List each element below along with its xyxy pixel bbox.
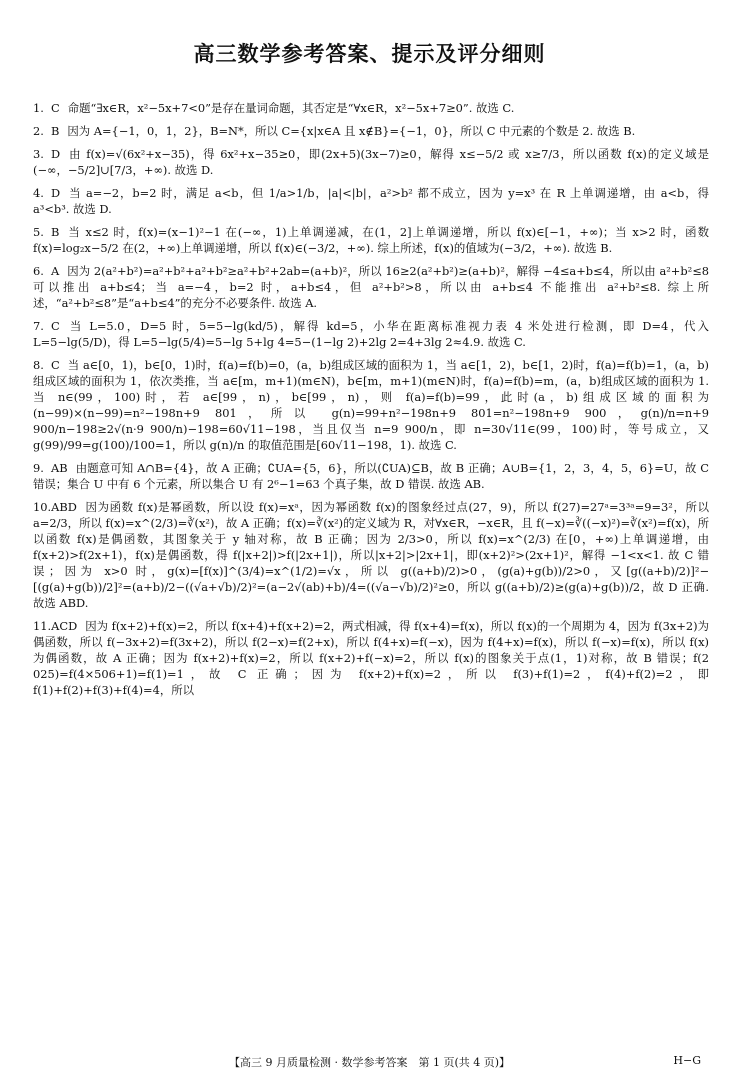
answer-item bbox=[33, 185, 709, 217]
answer-explanation: 当 a∈[0，1)，b∈[0，1)时，f(a)=f(b)=0，(a，b)组成区域的面积为 1，当 a∈[1，2)，b∈[1，2)时，f(a)=f(b)=1，(a，b)组成区域的面积为 1，依次类推，当 a∈[m，m+1)(m∈N)，b∈[m，m+1)(m∈N)时，f(a)=f(b)=m，(a，b)组成区域的面积为 1. 当 n∈(99，100)时，若 a∈[99，n)，b∈[99，n)，则 f(a)=f(b)=99，此时(a，b)组成区域的面积为(n−99)×(n−99)=n²−198n+9 801，所以 g(n)=99+n²−198n+9 801=n²−198n+9 900，g(n)/n=n+9 900/n−198≥2√(n·9 900/n)−198=60√11−198，当且仅当 n=9 900/n，即 n=30√11∈(99，100)时，等号成立，又 g(99)/99=g(100)/100=1，所以 g(n)/n 的取值范围是[60√11−198，1). 故选 C. bbox=[33, 358, 709, 452]
answer-explanation: 由 f(x)=√(6x²+x−35)，得 6x²+x−35≥0，即(2x+5)(3x−7)≥0，解得 x≤−5/2 或 x≥7/3，所以函数 f(x)的定义域是(−∞，−5/2]∪[7/3，+∞). 故选 D. bbox=[33, 147, 709, 177]
page-title: 高三数学参考答案、提示及评分细则 bbox=[193, 41, 546, 66]
answer-explanation: 当 a=−2，b=2 时，满足 a<b，但 1/a>1/b，|a|<|b|，a²>b² 都不成立，因为 y=x³ 在 R 上单调递增，由 a<b，得 a³<b³. 故选 D. bbox=[33, 186, 709, 216]
answer-explanation: 因为 A={−1，0，1，2}，B=N*，所以 C={x|x∈A 且 x∉B}={−1，0}，所以 C 中元素的个数是 2. 故选 B. bbox=[67, 124, 636, 138]
answer-explanation: 当 x≤2 时，f(x)=(x−1)²−1 在(−∞，1)上单调递减，在(1，2]上单调递增，所以 f(x)∈[−1，+∞)；当 x>2 时，函数 f(x)=log₂x−5/2 在(2，+∞)上单调递增，所以 f(x)∈(−3/2，+∞). 综上所述，f(x)的值域为(−3/2，+∞). 故选 B. bbox=[33, 225, 709, 255]
answer-item bbox=[33, 318, 709, 350]
question-number: 1. bbox=[33, 101, 44, 115]
answer-choice: AB bbox=[51, 461, 68, 475]
answer-choice: D bbox=[51, 186, 61, 200]
answer-list bbox=[33, 100, 709, 705]
answer-item bbox=[33, 460, 709, 492]
answer-item bbox=[33, 224, 709, 256]
edition-code: H−G bbox=[673, 1054, 701, 1067]
question-number: 7. bbox=[33, 319, 44, 333]
page-footer: 【高三 9 月质量检测 · 数学参考答案 第 1 页(共 4 页)】 bbox=[228, 1056, 511, 1069]
answer-item bbox=[33, 263, 709, 311]
answer-explanation: 因为 2(a²+b²)=a²+b²+a²+b²≥a²+b²+2ab=(a+b)²，所以 16≥2(a²+b²)≥(a+b)²，解得 −4≤a+b≤4，所以由 a²+b²≤8 可以推出 a+b≤4；当 a=−4，b=2 时，a+b≤4，但 a²+b²>8，所以由 a+b≤4 不能推出 a²+b²≤8. 综上所述，“a²+b²≤8”是“a+b≤4”的充分不必要条件. 故选 A. bbox=[33, 264, 709, 310]
question-number: 2. bbox=[33, 124, 44, 138]
answer-explanation: 因为 f(x+2)+f(x)=2，所以 f(x+4)+f(x+2)=2，两式相减，得 f(x+4)=f(x)，所以 f(x)的一个周期为 4，因为 f(3x+2)为偶函数，所以 f(−3x+2)=f(3x+2)，所以 f(2−x)=f(2+x)，所以 f(4+x)=f(−x)，因为 f(4+x)=f(x)，所以 f(−x)=f(x)，所以 f(x)为偶函数，故 A 正确；因为 f(x+2)+f(x)=2，所以 f(x+2)+f(−x)=2，所以 f(x)的图象关于点(1，1)对称，故 B 错误；f(2 025)=f(4×506+1)=f(1)=1，故 C 正确；因为 f(x+2)+f(x)=2，所以 f(3)+f(1)=2，f(4)+f(2)=2，即 f(1)+f(2)+f(3)+f(4)=4，所以 bbox=[33, 619, 709, 697]
question-number: 9. bbox=[33, 461, 44, 475]
answer-choice: C bbox=[51, 358, 60, 372]
question-number: 6. bbox=[33, 264, 44, 278]
answer-choice: B bbox=[51, 225, 60, 239]
question-number: 8. bbox=[33, 358, 44, 372]
answer-choice: C bbox=[51, 101, 60, 115]
answer-item bbox=[33, 123, 709, 139]
answer-item bbox=[33, 499, 709, 611]
question-number: 3. bbox=[33, 147, 44, 161]
question-number: 10. bbox=[33, 500, 52, 514]
answer-choice: ACD bbox=[51, 619, 78, 633]
answer-choice: C bbox=[51, 319, 60, 333]
question-number: 11. bbox=[33, 619, 52, 633]
answer-choice: A bbox=[51, 264, 60, 278]
answer-item bbox=[33, 618, 709, 698]
answer-item bbox=[33, 100, 709, 116]
answer-choice: B bbox=[51, 124, 60, 138]
answer-explanation: 命题“∃x∈R，x²−5x+7<0”是存在量词命题，其否定是“∀x∈R，x²−5x+7≥0”. 故选 C. bbox=[67, 101, 515, 115]
answer-explanation: 因为函数 f(x)是幂函数，所以设 f(x)=xᵃ，因为幂函数 f(x)的图象经过点(27，9)，所以 f(27)=27ᵃ=3³ᵃ=9=3²，所以 a=2/3，所以 f(x)=x^(2/3)=∛(x²)，故 A 正确；f(x)=∛(x²)的定义域为 R，对∀x∈R，−x∈R，且 f(−x)=∛((−x)²)=∛(x²)=f(x)，所以函数 f(x)是偶函数，其图象关于 y 轴对称，故 B 正确；因为 2/3>0，所以 f(x)=x^(2/3) 在[0，+∞)上单调递增，由 f(x+2)>f(2x+1)，f(x)是偶函数，得 f(|x+2|)>f(|2x+1|)，所以|x+2|>|2x+1|，即(x+2)²>(2x+1)²，解得 −1<x<1. 故 C 错误；因为 x>0 时，g(x)=[f(x)]^(3/4)=x^(1/2)=√x，所以 g((a+b)/2)>0，(g(a)+g(b))/2>0，又[g((a+b)/2)]²−[(g(a)+g(b))/2]²=(a+b)/2−((√a+√b)/2)²=(a−2√(ab)+b)/4=((√a−√b)/2)²≥0，所以 g((a+b)/2)≥(g(a)+g(b))/2，故 D 正确. 故选 ABD. bbox=[33, 500, 709, 610]
question-number: 4. bbox=[33, 186, 44, 200]
answer-choice: ABD bbox=[51, 500, 77, 514]
question-number: 5. bbox=[33, 225, 44, 239]
answer-item bbox=[33, 146, 709, 178]
answer-explanation: 当 L=5.0，D=5 时，5=5−lg(kd/5)，解得 kd=5，小华在距离标准视力表 4 米处进行检测，即 D=4，代入 L=5−lg(5/D)，得 L=5−lg(5/4)=5−lg 5+lg 4=5−(1−lg 2)+2lg 2=4+3lg 2≈4.9. 故选 C. bbox=[33, 319, 709, 349]
answer-item bbox=[33, 357, 709, 453]
answer-choice: D bbox=[51, 147, 61, 161]
answer-explanation: 由题意可知 A∩B={4}，故 A 正确；∁UA={5，6}，所以(∁UA)⊆B，故 B 正确；A∪B={1，2，3，4，5，6}=U，故 C 错误；集合 U 中有 6 个元素，所以集合 U 有 2⁶−1=63 个真子集，故 D 错误. 故选 AB. bbox=[33, 461, 709, 491]
